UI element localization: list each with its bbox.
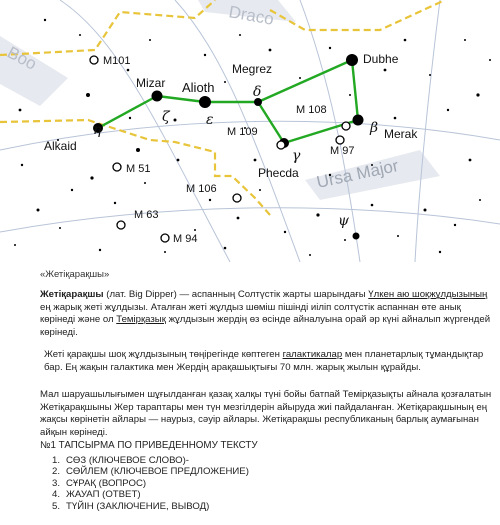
label-m106: M 106 [186,183,217,195]
label-m94: M 94 [173,233,198,245]
list-item [40,501,249,512]
label-alkaid: Alkaid [44,139,77,153]
label-alioth: Alioth [182,80,215,95]
star-mizar [152,91,163,102]
p1-text-1: (лат. Big Dipper) — аспанның Солтүстік жарты шарындағы [103,289,369,300]
m101-marker [90,56,98,64]
label-phecda: Phecda [258,166,299,180]
link-galaxies[interactable]: галактикалар [282,349,343,360]
list-item-text: СӨЙЛЕМ (КЛЮЧЕВОЕ ПРЕДЛОЖЕНИЕ) [66,466,249,478]
m106-marker [233,194,241,202]
label-merak: Merak [384,127,418,141]
p2-text-1: Жеті қарақшы шоқ жұлдызының төңірегінде көптеген [44,349,283,360]
list-item-text: СӨЗ (КЛЮЧЕВОЕ СЛОВО)- [66,455,190,466]
label-mizar: Mizar [136,76,166,90]
label-m108: M 108 [296,104,327,116]
list-item-text: СҰРАҚ (ВОПРОС) [66,477,147,489]
label-m63: M 63 [134,209,159,221]
list-item [40,489,249,500]
star-alioth [199,96,211,108]
label-megrez: Megrez [232,62,273,76]
paragraph-intro [40,289,492,339]
label-m109: M 109 [227,126,258,138]
label-m51: M 51 [126,163,151,175]
list-item [40,478,249,489]
list-item-text: ЖАУАП (ОТВЕТ) [66,489,141,501]
list-item-number: 2. [51,466,60,478]
m109-marker [277,141,285,149]
label-draco: Draco [227,2,276,29]
label-zeta: ζ [162,109,170,125]
p2-text-2: мен планетарлық тұмандықтар бар. Ең жақын галактика мен Жердің арақашықтығы 70 млн. жарық жылын құрайды. [44,349,484,373]
list-item [40,466,249,477]
label-m97: M 97 [330,145,355,157]
task-title: №1 ТАПСЫРМА ПО ПРИВЕДЕННОМУ ТЕКСТУ [40,440,258,451]
label-gamma: γ [292,148,301,164]
label-eta: η [93,122,102,138]
label-ursa-major: Ursa Major [314,156,401,192]
label-beta: β [370,120,379,136]
label-epsilon: ε [206,112,214,128]
m108-marker [342,122,350,130]
label-psi: ψ [338,213,349,229]
star-minor-2 [136,148,140,152]
term-bold: Жетіқарақшы [40,289,104,300]
label-boo: Boo [4,42,40,74]
image-caption: «Жетіқарақшы» [40,269,110,280]
task-list [40,455,249,512]
star-merak [353,115,364,126]
label-m101: M101 [103,55,131,67]
constellation-map [0,0,500,262]
link-polaris[interactable]: Темірқазық [116,314,166,326]
star-dubhe [346,54,358,66]
list-item-text: ТҮЙІН (ЗАКЛЮЧЕНИЕ, ВЫВОД) [66,500,210,512]
list-item [40,455,249,466]
list-item-number: 1. [51,455,60,466]
label-delta: δ [253,84,262,100]
label-dubhe: Dubhe [363,52,399,66]
paragraph-galaxies [44,349,492,374]
p1-text-2: ең жарық жеті жұлдызы. Аталған жеті жұлдыз шөміш пішінді иіліп солтүстік аспаннан өте анық көрінеді және ол [40,301,461,326]
list-item-number: 5. [51,500,60,512]
m94-marker [161,234,169,242]
p1-text-3: жұлдызын жердің өз өсінде айналуына орай әр күні айналып жүргендей көрінеді. [40,314,491,338]
star-minor-1 [86,93,90,97]
list-item-number: 3. [51,477,60,489]
m63-marker [117,221,125,229]
paragraph-usage: Мал шаруашылығымен шұғылданған қазақ халқы түні бойы батпай Темірқазықты айнала қозғалатын Жетіқарақшыны Жер тараптары мен түн мезгілдерін айыруда жиі пайдаланған. Жетіқарақшының ең жақсы көрінетін айлары — наурыз, сәуір айлары. Жетіқарақшы республиканың барлық аумағынан айқын көрінеді. [40,389,492,438]
star-psi [353,233,360,240]
link-ursa-major[interactable]: Үлкен аю шоқжұлдызының [368,289,488,300]
m97-marker [336,136,344,144]
m51-marker [113,163,121,171]
list-item-number: 4. [51,489,60,501]
